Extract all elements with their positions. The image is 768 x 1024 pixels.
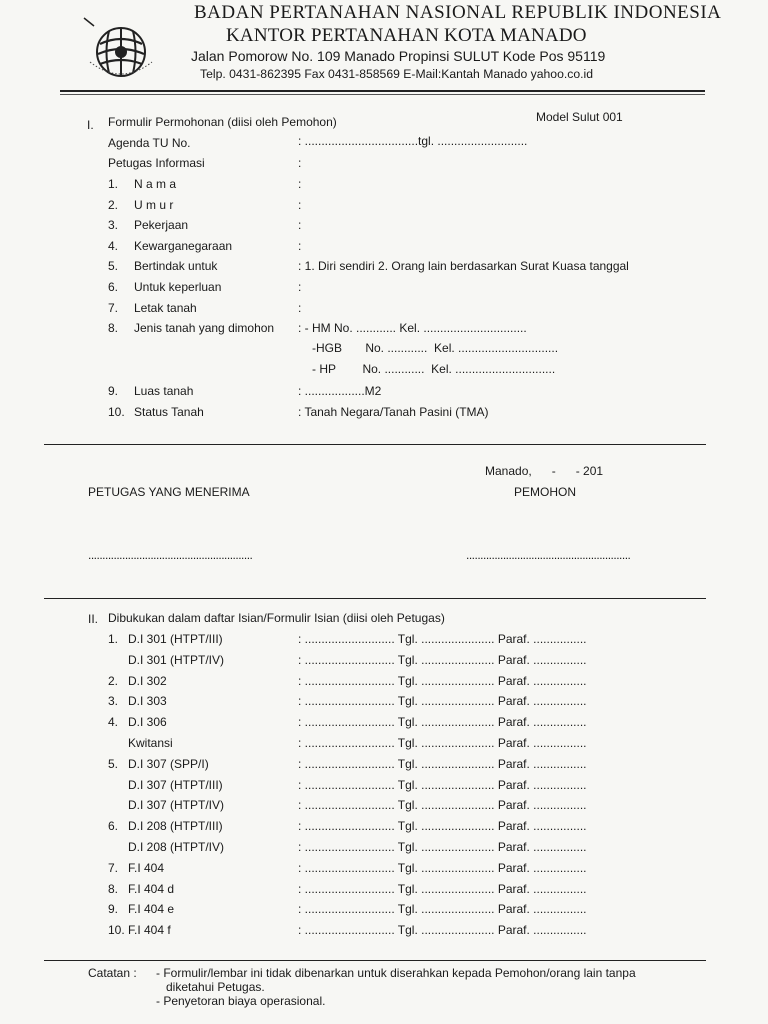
- registry-row: [0, 736, 768, 754]
- registry-fill[interactable]: : ........................... Tgl. ...................... Paraf. ................: [298, 777, 587, 792]
- jenis-tanah-option[interactable]: - HP No. ............ Kel. ..............................: [312, 362, 556, 376]
- field-row: [0, 405, 768, 423]
- registry-fill[interactable]: : ........................... Tgl. ...................... Paraf. ................: [298, 881, 587, 896]
- registry-fill[interactable]: : ........................... Tgl. ...................... Paraf. ................: [298, 715, 587, 730]
- catatan-note-3: - Penyetoran biaya operasional.: [156, 994, 326, 1008]
- catatan-note-1: - Formulir/lembar ini tidak dibenarkan untuk diserahkan kepada Pemohon/orang lain tanpa: [156, 966, 636, 980]
- row-value[interactable]: :: [298, 300, 302, 315]
- catatan-rule: [44, 960, 706, 961]
- place-date: Manado, - - 201: [485, 464, 604, 478]
- row-label: F.I 404: [128, 860, 165, 875]
- row-label: N a m a: [134, 177, 177, 191]
- row-number: 4.: [108, 715, 119, 730]
- row-value[interactable]: :: [298, 177, 302, 191]
- registry-fill[interactable]: : ........................... Tgl. ...................... Paraf. ................: [298, 819, 587, 834]
- header-contact: Telp. 0431-862395 Fax 0431-858569 E-Mail:Kantah Manado yahoo.co.id: [200, 67, 593, 81]
- row-label: D.I 307 (HTPT/III): [128, 777, 223, 792]
- header-address: Jalan Pomorow No. 109 Manado Propinsi SULUT Kode Pos 95119: [191, 48, 606, 64]
- signature-end-rule: [44, 598, 706, 599]
- pemohon-label: PEMOHON: [514, 485, 577, 499]
- model-label: Model Sulut 001: [536, 110, 623, 124]
- row-number: 3.: [108, 218, 119, 233]
- registry-fill[interactable]: : ........................... Tgl. ...................... Paraf. ................: [298, 840, 587, 854]
- field-row: [0, 198, 768, 216]
- row-value[interactable]: :: [298, 197, 302, 212]
- row-value[interactable]: :: [298, 218, 302, 233]
- row-label: Bertindak untuk: [134, 259, 218, 274]
- row-label: F.I 404 f: [128, 923, 171, 938]
- field-row: [0, 321, 768, 339]
- row-label: D.I 208 (HTPT/IV): [128, 840, 225, 854]
- row-label: Pekerjaan: [134, 218, 189, 233]
- registry-fill[interactable]: : ........................... Tgl. ...................... Paraf. ................: [298, 756, 587, 771]
- row-label: Kewarganegaraan: [134, 238, 233, 253]
- section1-end-rule: [44, 444, 706, 445]
- petugas-menerima-label: PETUGAS YANG MENERIMA: [88, 485, 250, 499]
- field-row: [0, 239, 768, 257]
- header-agency: BADAN PERTANAHAN NASIONAL REPUBLIK INDONESIA: [194, 2, 722, 18]
- row-number: 5.: [108, 756, 119, 771]
- row-value[interactable]: :: [298, 238, 302, 253]
- field-row: [0, 384, 768, 402]
- section1-numeral: I.: [87, 118, 94, 132]
- petugas-info-colon: :: [298, 156, 302, 170]
- row-number: 5.: [108, 259, 119, 274]
- field-row: [0, 301, 768, 319]
- row-number: 9.: [108, 384, 119, 398]
- registry-fill[interactable]: : ........................... Tgl. ...................... Paraf. ................: [298, 736, 587, 750]
- registry-fill[interactable]: : ........................... Tgl. ...................... Paraf. ................: [298, 673, 587, 688]
- registry-fill[interactable]: : ........................... Tgl. ...................... Paraf. ................: [298, 632, 587, 646]
- row-number: 3.: [108, 694, 119, 709]
- registry-row: [0, 757, 768, 775]
- registry-row: [0, 694, 768, 712]
- row-number: 1.: [108, 177, 119, 191]
- petugas-info-label: Petugas Informasi: [108, 156, 205, 170]
- agenda-label: Agenda TU No.: [108, 136, 191, 150]
- row-label: Status Tanah: [134, 405, 204, 419]
- registry-row: [0, 923, 768, 941]
- section2-numeral: II.: [88, 612, 99, 626]
- registry-fill[interactable]: : ........................... Tgl. ...................... Paraf. ................: [298, 860, 587, 875]
- row-number: 10.: [108, 405, 125, 419]
- signature-line-pemohon: ..........................................................: [466, 548, 631, 562]
- registry-row: [0, 674, 768, 692]
- registry-row: [0, 632, 768, 650]
- header-rule-thin: [60, 94, 705, 95]
- registry-row: [0, 882, 768, 900]
- row-label: U m u r: [134, 197, 174, 212]
- row-label: D.I 208 (HTPT/III): [128, 819, 223, 834]
- row-label: D.I 301 (HTPT/IV): [128, 652, 225, 667]
- catatan-label: Catatan :: [88, 966, 137, 980]
- row-label: Luas tanah: [134, 384, 194, 398]
- row-number: 6.: [108, 819, 119, 834]
- row-number: 8.: [108, 321, 119, 336]
- row-label: D.I 302: [128, 673, 167, 688]
- registry-row: [0, 840, 768, 858]
- registry-row: [0, 819, 768, 837]
- registry-row: [0, 715, 768, 733]
- row-value[interactable]: : 1. Diri sendiri 2. Orang lain berdasarkan Surat Kuasa tanggal: [298, 259, 629, 274]
- row-number: 4.: [108, 238, 119, 253]
- row-value[interactable]: : Tanah Negara/Tanah Pasini (TMA): [298, 405, 489, 419]
- registry-row: [0, 778, 768, 796]
- row-value[interactable]: : ..................M2: [298, 384, 382, 398]
- row-label: Untuk keperluan: [134, 280, 222, 294]
- registry-fill[interactable]: : ........................... Tgl. ...................... Paraf. ................: [298, 902, 587, 917]
- agenda-value: : ..................................tgl. ...........................: [298, 134, 528, 148]
- row-value[interactable]: :: [298, 280, 302, 294]
- registry-row: [0, 902, 768, 920]
- row-number: 2.: [108, 673, 119, 688]
- row-label: D.I 307 (SPP/I): [128, 756, 209, 771]
- section1-title: Formulir Permohonan (diisi oleh Pemohon): [108, 115, 337, 129]
- registry-row: [0, 861, 768, 879]
- catatan-note-2: diketahui Petugas.: [166, 980, 265, 994]
- row-label: D.I 303: [128, 694, 167, 709]
- row-value[interactable]: : - HM No. ............ Kel. ...............................: [298, 321, 527, 336]
- row-number: 1.: [108, 632, 119, 646]
- row-number: 8.: [108, 881, 119, 896]
- registry-row: [0, 798, 768, 816]
- row-label: D.I 301 (HTPT/III): [128, 632, 223, 646]
- row-number: 7.: [108, 300, 119, 315]
- signature-line-petugas: ..........................................................: [88, 548, 253, 562]
- row-number: 10.: [108, 923, 125, 938]
- row-number: 2.: [108, 197, 119, 212]
- jenis-tanah-option[interactable]: -HGB No. ............ Kel. ..............................: [312, 341, 559, 355]
- bpn-logo: [76, 14, 176, 84]
- field-row: [0, 259, 768, 277]
- header-office: KANTOR PERTANAHAN KOTA MANADO: [226, 25, 587, 46]
- field-row: [0, 218, 768, 236]
- section2-title: Dibukukan dalam daftar Isian/Formulir Isian (diisi oleh Petugas): [108, 611, 445, 625]
- row-label: Jenis tanah yang dimohon: [134, 321, 275, 336]
- row-number: 9.: [108, 902, 119, 917]
- row-label: D.I 306: [128, 715, 167, 730]
- registry-fill[interactable]: : ........................... Tgl. ...................... Paraf. ................: [298, 694, 587, 709]
- row-number: 6.: [108, 280, 119, 294]
- header-rule: [60, 90, 705, 92]
- row-label: Kwitansi: [128, 736, 173, 750]
- registry-fill[interactable]: : ........................... Tgl. ...................... Paraf. ................: [298, 798, 587, 813]
- field-row: [0, 177, 768, 195]
- row-label: F.I 404 e: [128, 902, 175, 917]
- row-label: Letak tanah: [134, 300, 197, 315]
- registry-row: [0, 653, 768, 671]
- field-row: [0, 280, 768, 298]
- row-label: F.I 404 d: [128, 881, 175, 896]
- row-number: 7.: [108, 860, 119, 875]
- registry-fill[interactable]: : ........................... Tgl. ...................... Paraf. ................: [298, 652, 587, 667]
- registry-fill[interactable]: : ........................... Tgl. ...................... Paraf. ................: [298, 923, 587, 938]
- row-label: D.I 307 (HTPT/IV): [128, 798, 225, 813]
